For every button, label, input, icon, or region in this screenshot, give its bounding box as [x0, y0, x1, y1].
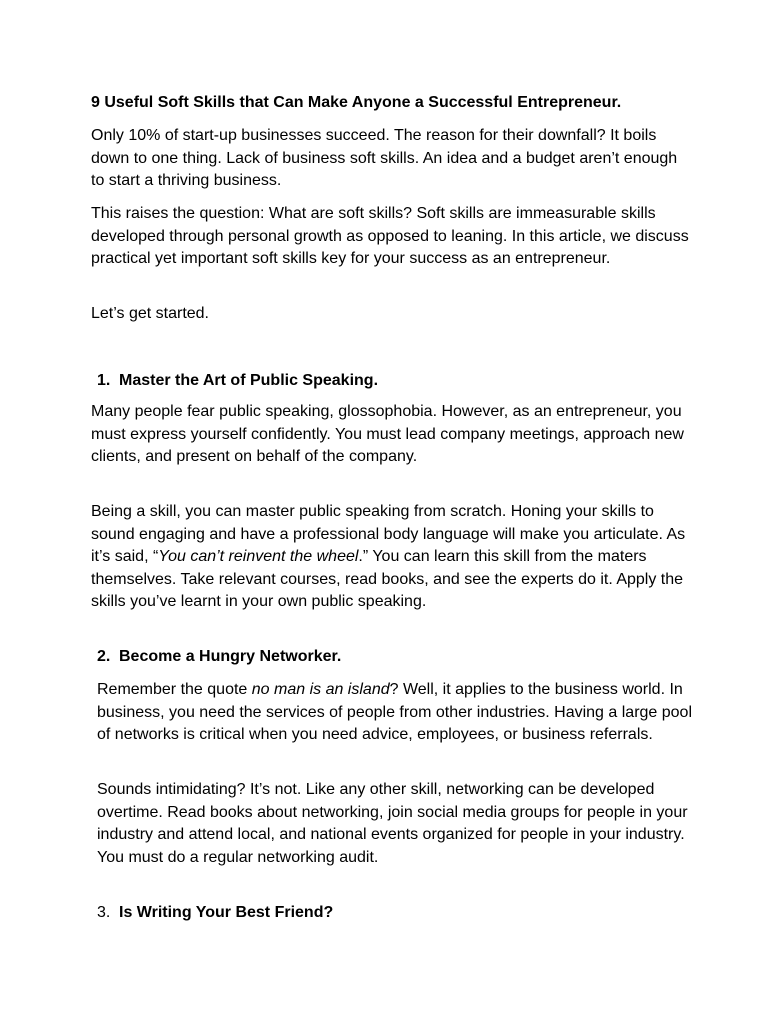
section-paragraph: Sounds intimidating? It’s not. Like any other skill, networking can be developed overtime. Read books about networking, join social media groups for people in your industry and attend local, and national events organized for people in your industry. You must do a regular networking audit.	[97, 781, 688, 866]
intro-paragraph: This raises the question: What are soft skills? Soft skills are immeasurable skills developed through personal growth as opposed to leaning. In this article, we discuss practical yet important soft skills key for your success as an entrepreneur.	[91, 205, 689, 267]
intro-paragraph: Let’s get started.	[91, 305, 209, 322]
paragraph-text: .” You can learn this skill from the maters themselves. Take relevant courses, read books, and see the experts do it. Apply the skills you’ve learnt in your own public speaking.	[91, 548, 684, 610]
paragraph-text: Remember the quote	[97, 681, 252, 698]
section-paragraph	[91, 501, 691, 614]
section-paragraph	[97, 679, 697, 747]
section-heading-text: Is Writing Your Best Friend?	[119, 904, 334, 921]
paragraph-text: ? Well, it applies to the business world. In business, you need the services of people from other industries. Having a large pool of networks is critical when you need advice, employees, or business referrals.	[97, 681, 693, 743]
section-heading	[97, 370, 378, 393]
section-number: 1.	[97, 372, 111, 389]
section-heading-text: Master the Art of Public Speaking.	[119, 372, 379, 389]
document-title: 9 Useful Soft Skills that Can Make Anyone a Successful Entrepreneur.	[91, 94, 622, 111]
paragraph-text: Being a skill, you can master public speaking from scratch. Honing your skills to sound engaging and have a professional body language will make you articulate. As it’s said, “	[91, 503, 686, 565]
section-heading	[97, 646, 341, 669]
section-paragraph: Many people fear public speaking, glossophobia. However, as an entrepreneur, you must express yourself confidently. You must lead company meetings, approach new clients, and present on behalf of the company.	[91, 403, 684, 465]
section-number: 3.	[97, 904, 111, 921]
section-number: 2.	[97, 648, 111, 665]
intro-paragraph: Only 10% of start-up businesses succeed. The reason for their downfall? It boils down to one thing. Lack of business soft skills. An idea and a budget aren’t enough to start a thriving business.	[91, 127, 678, 189]
section-heading	[97, 902, 333, 925]
quote-text: no man is an island	[251, 681, 390, 698]
quote-text: You can’t reinvent the wheel	[158, 548, 359, 565]
section-heading-text: Become a Hungry Networker.	[119, 648, 342, 665]
